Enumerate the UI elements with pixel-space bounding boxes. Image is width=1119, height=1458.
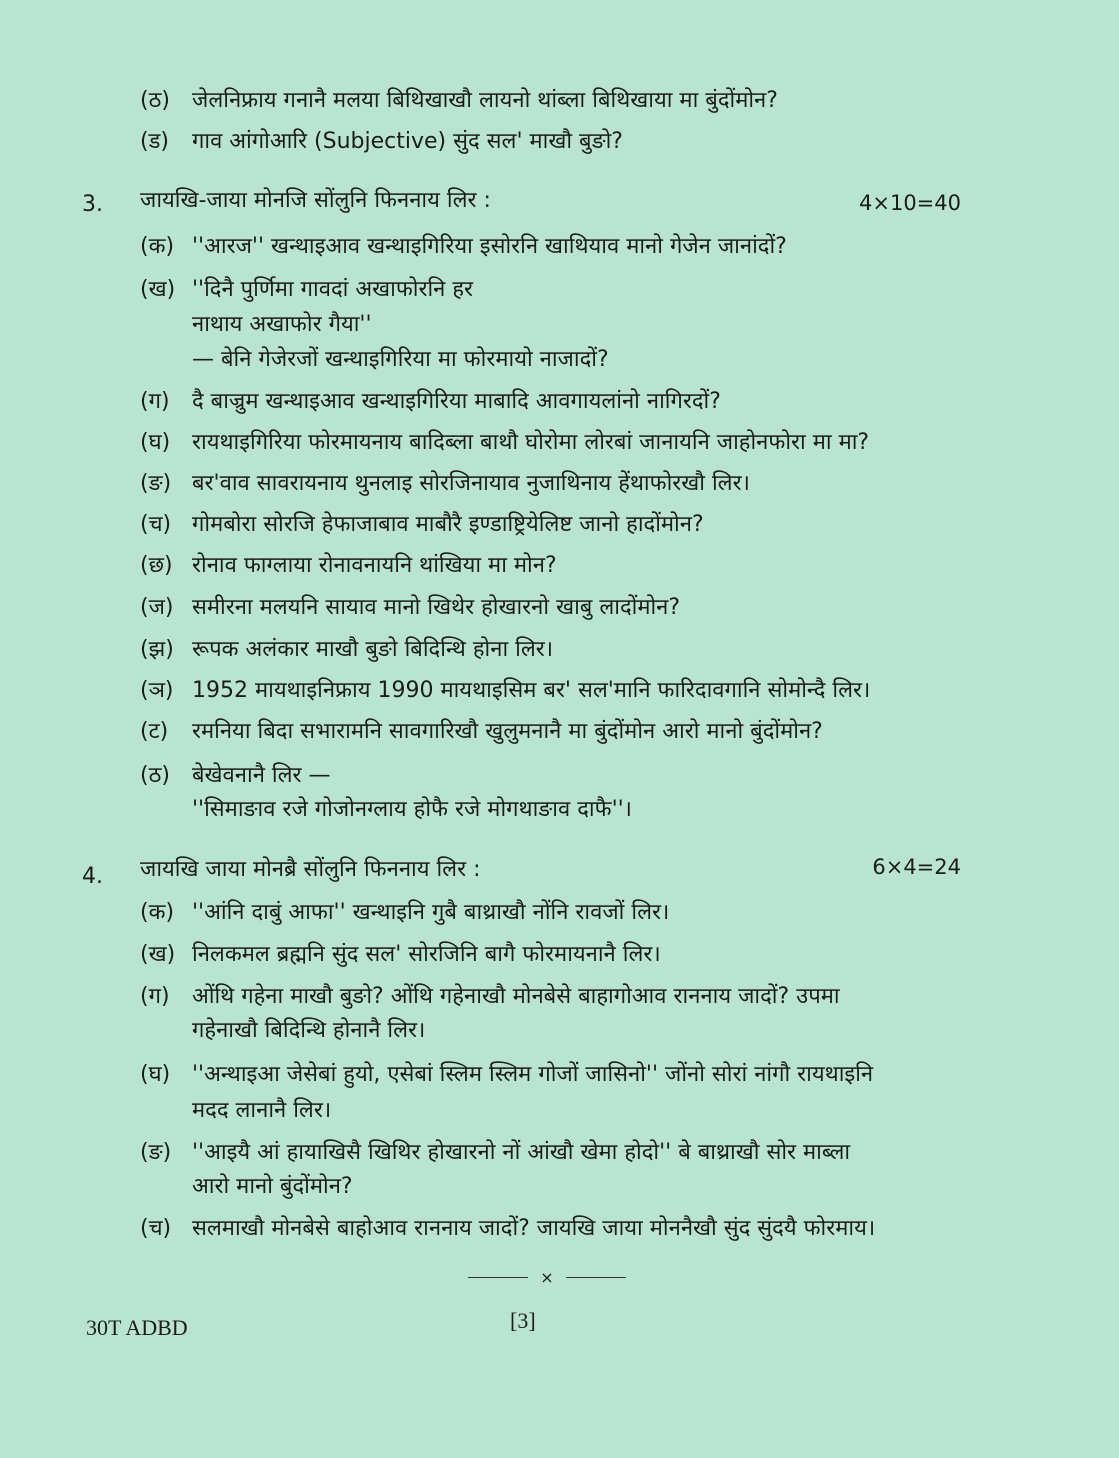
q4-item-kha [140, 940, 661, 970]
q4-item-nga [140, 1138, 850, 1168]
q3-item-kha-line3 [140, 345, 609, 375]
item-label: (ठ) [140, 88, 170, 113]
item-text: — बेनि गेजेरजों खन्थाइगिरिया मा फोरमायो नाजादों? [192, 347, 609, 372]
item-text: गहेनाखौ बिदिन्थि होनानै लिर। [192, 1018, 426, 1043]
item-text: रायथाइगिरिया फोरमायनाय बादिब्ला बाथौ घोरोमा लोरबां जानायनि जाहोनफोरा मा मा? [192, 430, 870, 455]
item-label: (छ) [140, 553, 173, 578]
q4-item-ga-line2 [140, 1016, 425, 1046]
q4-item-nga-line2 [140, 1172, 353, 1202]
q3-item-tha-quote [140, 795, 632, 825]
item-text: निलकमल ब्रह्मनि सुंद सल' सोरजिनि बागै फोरमायनानै लिर। [192, 942, 661, 967]
item-label: (घ) [140, 430, 171, 455]
page-number: [3] [510, 1308, 536, 1333]
item-text: रमनिया बिदा सभारामनि सावगारिखौ खुलुमनानै मा बुंदोंमोन आरो मानो बुंदोंमोन? [192, 719, 823, 744]
q3-item-ga [140, 387, 721, 417]
q3-item-ka [140, 232, 787, 262]
item-text: समीरना मलयनि सायाव मानो खिथेर होखारनो खाबु लादोंमोन? [192, 595, 681, 620]
item-label: (च) [140, 512, 172, 537]
q3-item-tha [140, 761, 331, 791]
item-da [140, 127, 623, 157]
item-label: (ख) [140, 277, 176, 302]
q3-item-cha [140, 510, 704, 540]
q4-item-gha [140, 1060, 873, 1090]
item-text: गाव आंगोआरि (Subjective) सुंद सल' माखौ बुङो? [192, 129, 623, 154]
item-label: (ङ) [140, 1140, 172, 1165]
item-text: ''दिनै पुर्णिमा गावदां अखाफोरनि हर [192, 277, 474, 302]
question-4-number: 4. [82, 864, 103, 889]
q3-item-nga [140, 469, 750, 499]
question-4-instruction: जायखि जाया मोनब्रै सोंलुनि फिननाय लिर : [140, 857, 481, 882]
separator-dash-right [566, 1277, 626, 1278]
item-label: (क) [140, 234, 175, 259]
item-label: (क) [140, 900, 175, 925]
q3-item-kha-line2 [140, 310, 372, 340]
item-text: जेलनिफ्राय गनानै मलया बिथिखाखौ लायनो थांब्ला बिथिखाया मा बुंदोंमोन? [192, 88, 778, 113]
separator-dash-left [468, 1277, 528, 1278]
item-label: (ग) [140, 389, 170, 414]
item-text: बर'वाव सावरायनाय थुनलाइ सोरजिनायाव नुजाथिनाय हेंथाफोरखौ लिर। [192, 471, 750, 496]
item-text: गोमबोरा सोरजि हेफाजाबाव माबौरै इण्डाष्ट्रियेलिष्ट जानो हादोंमोन? [192, 512, 704, 537]
item-text: ''सिमाङाव रजे गोजोनग्लाय होफै रजे मोगथाङाव दाफै''। [192, 797, 632, 822]
item-label: (ङ) [140, 471, 172, 496]
q3-item-ta [140, 717, 823, 747]
item-text: रोनाव फाग्लाया रोनावनायनि थांखिया मा मोन? [192, 553, 557, 578]
q3-item-ja [140, 593, 680, 623]
q3-item-chha [140, 551, 557, 581]
item-text: आरो मानो बुंदोंमोन? [192, 1174, 353, 1199]
q3-item-gha [140, 428, 869, 458]
item-label: (घ) [140, 1062, 171, 1087]
q3-item-jha [140, 635, 553, 665]
paper-code: 30T ADBD [86, 1315, 188, 1340]
item-label: (ख) [140, 942, 176, 967]
item-text: नाथाय अखाफोर गैया'' [192, 312, 372, 337]
item-text: ''आरज'' खन्थाइआव खन्थाइगिरिया इसोरनि खाथियाव मानो गेजेन जानांदों? [192, 234, 787, 259]
q4-item-gha-line2 [140, 1096, 331, 1126]
item-text: सलमाखौ मोनबेसे बाहोआव राननाय जादों? जायखि जाया मोननैखौ सुंद सुंदयै फोरमाय। [192, 1216, 876, 1241]
item-label: (च) [140, 1216, 172, 1241]
item-label: (ट) [140, 719, 169, 744]
item-text: ''आंनि दाबुं आफा'' खन्थाइनि गुबै बाथ्राखौ नोंनि रावजों लिर। [192, 900, 670, 925]
q4-item-ka [140, 898, 669, 928]
item-text: ''अन्थाइआ जेसेबां हुयो, एसेबां स्लिम स्लिम गोजों जासिनो'' जोंनो सोरां नांगौ रायथाइनि [192, 1062, 874, 1087]
item-text: 1952 मायथाइनिफ्राय 1990 मायथाइसिम बर' सल'मानि फारिदावगानि सोमोन्दै लिर। [192, 678, 871, 703]
item-label: (ज) [140, 595, 174, 620]
item-text: ओंथि गहेना माखौ बुङो? ओंथि गहेनाखौ मोनबेसे बाहागोआव राननाय जादों? उपमा [192, 984, 840, 1009]
q4-item-ga [140, 982, 840, 1012]
separator-cross: × [540, 1268, 554, 1287]
item-label: (ड) [140, 129, 169, 154]
item-text: दै बाज्रुम खन्थाइआव खन्थाइगिरिया माबादि आवगायलांनो नागिरदों? [192, 389, 721, 414]
item-text: रूपक अलंकार माखौ बुङो बिदिन्थि होना लिर। [192, 637, 554, 662]
end-separator [468, 1268, 626, 1288]
item-label: (ग) [140, 984, 170, 1009]
q3-item-nya [140, 676, 870, 706]
item-text: मदद लानानै लिर। [192, 1098, 332, 1123]
question-3-instruction: जायखि-जाया मोनजि सोंलुनि फिननाय लिर : [140, 188, 491, 213]
item-text: ''आइयै आं हायाखिसै खिथिर होखारनो नों आंखौ खेमा होदो'' बे बाथ्राखौ सोर माब्ला [192, 1140, 851, 1165]
item-tha [140, 86, 778, 116]
question-4-marks: 6×4=24 [872, 855, 961, 879]
q3-item-kha [140, 275, 473, 305]
item-label: (झ) [140, 637, 174, 662]
item-label: (ञ) [140, 678, 174, 703]
item-text: बेखेवनानै लिर — [192, 763, 331, 788]
question-3-number: 3. [82, 192, 103, 217]
q4-item-cha [140, 1214, 875, 1244]
question-3-marks: 4×10=40 [859, 191, 961, 215]
item-label: (ठ) [140, 763, 170, 788]
